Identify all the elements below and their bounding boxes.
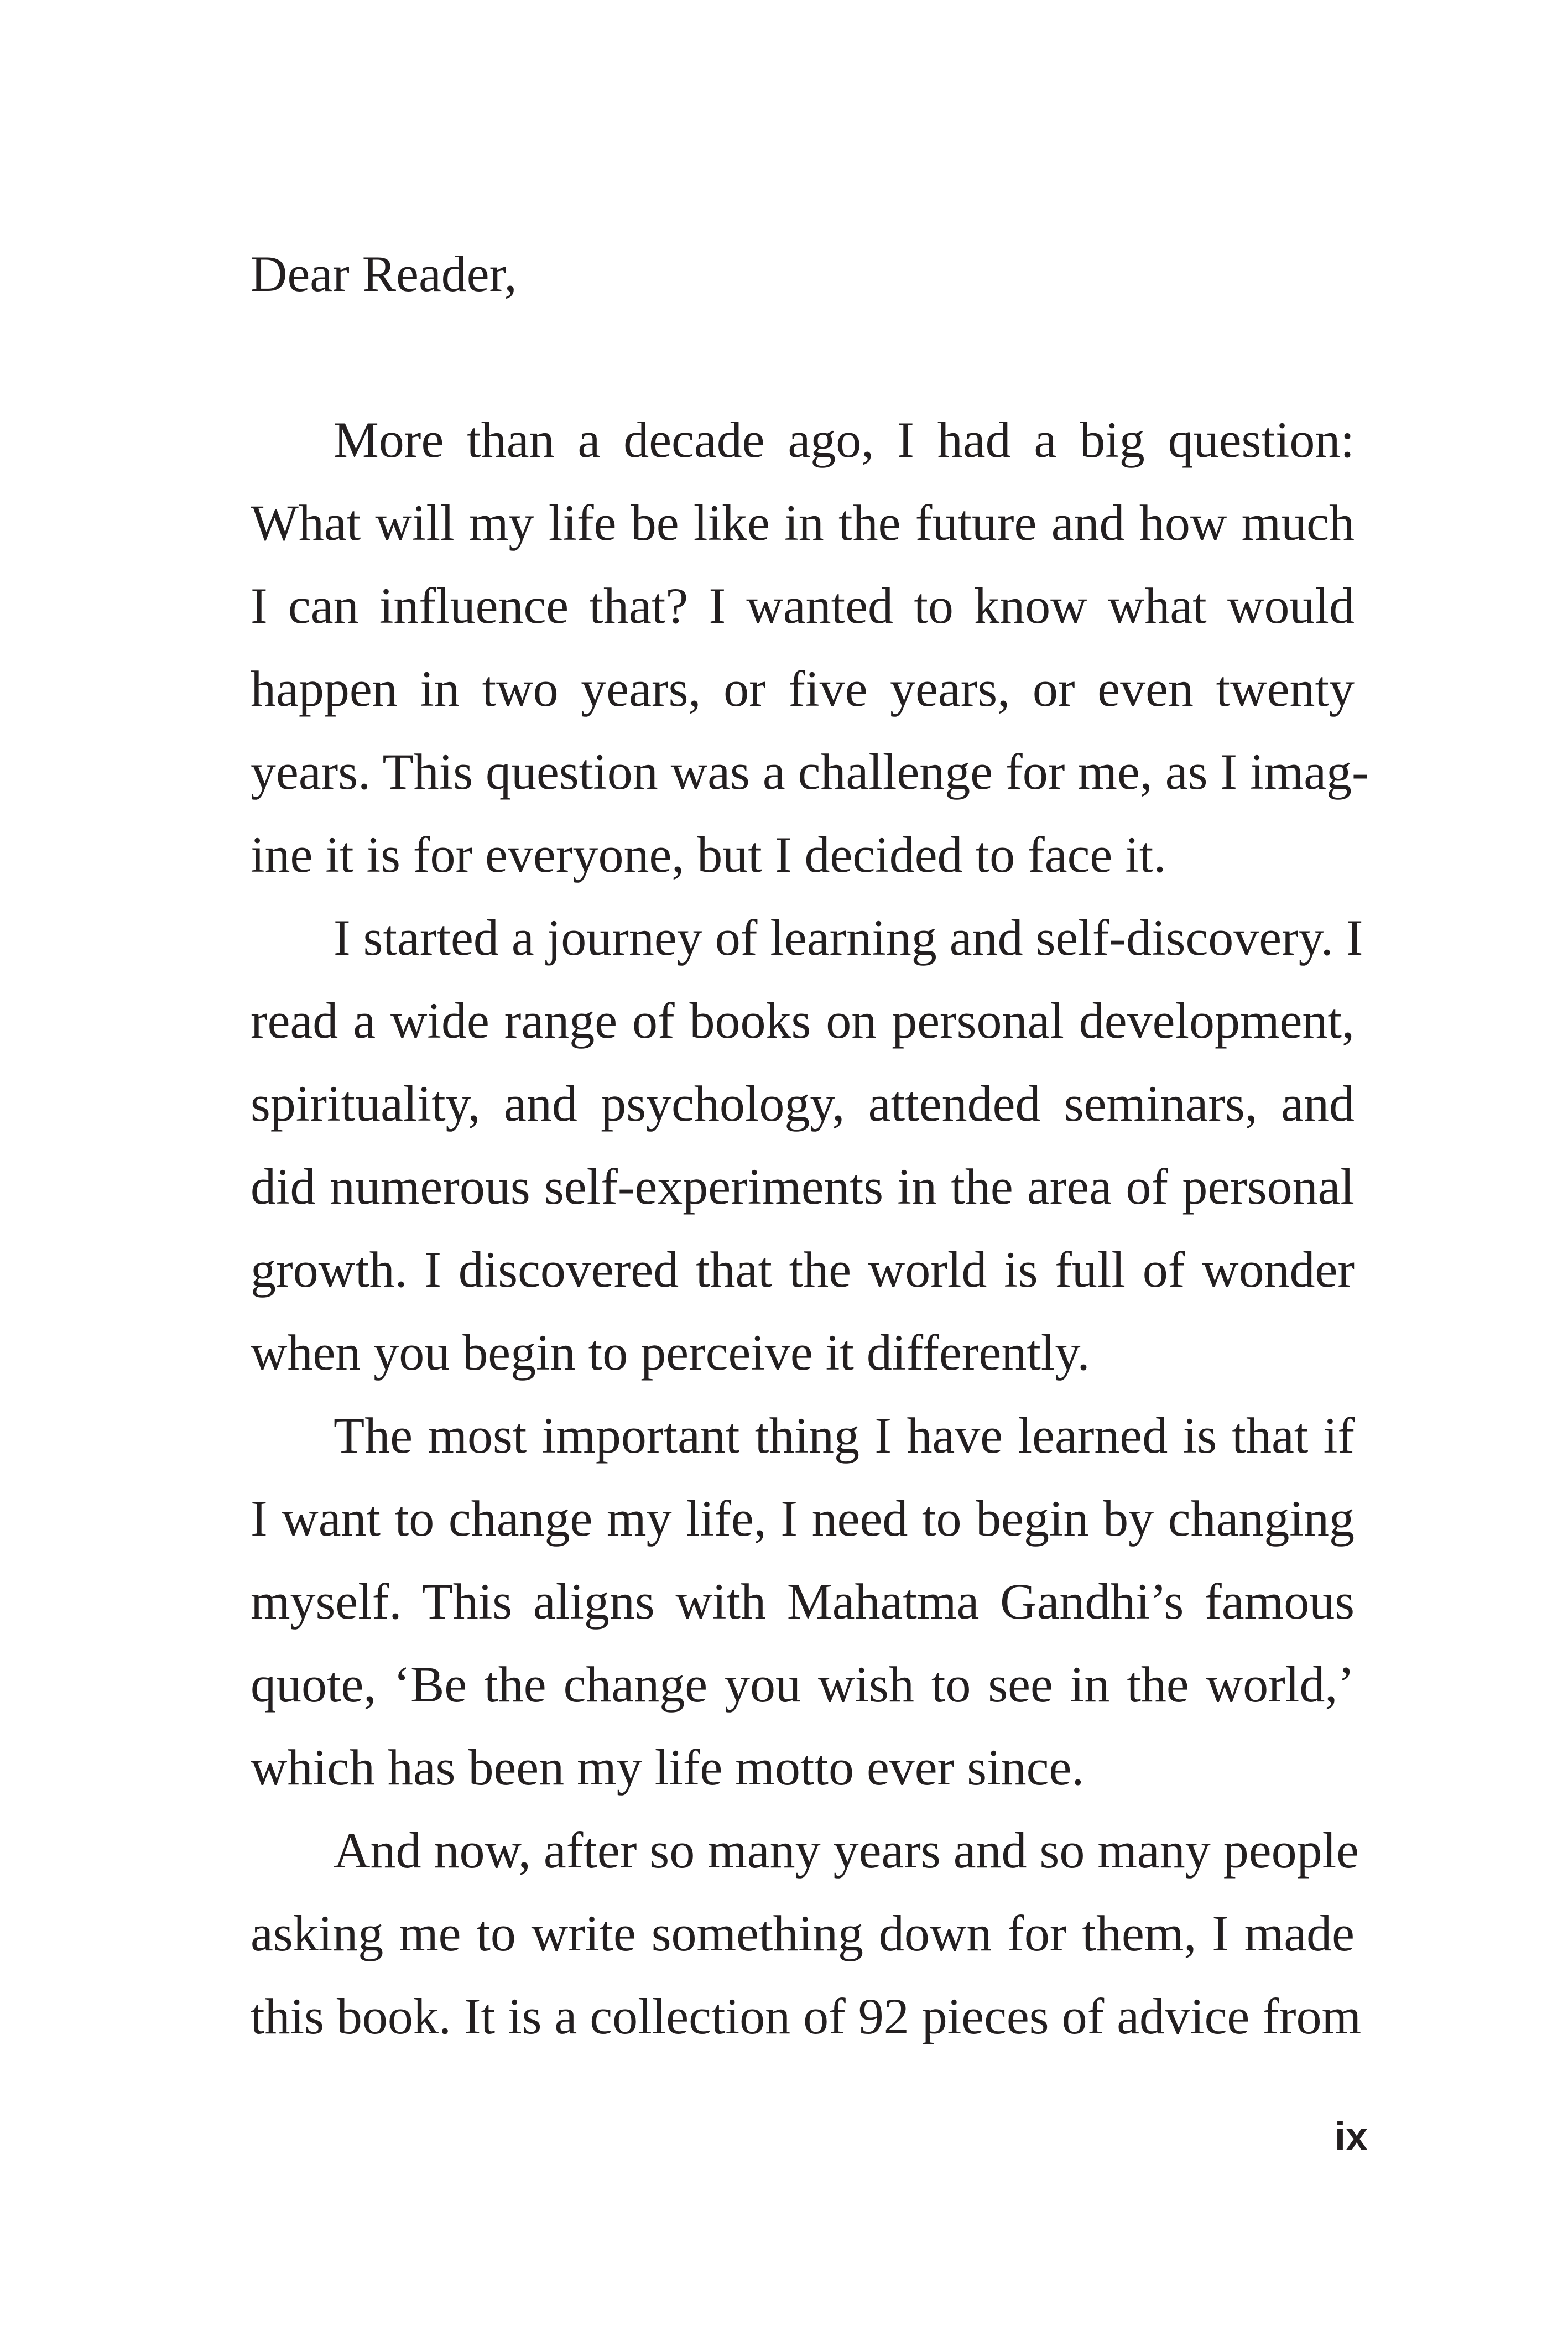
text-line: And now, after so many years and so many people <box>334 1822 1359 1879</box>
text-line: happen in two years, or five years, or even twenty <box>251 660 1355 717</box>
text-line: I started a journey of learning and self-discovery. I <box>334 909 1363 966</box>
paragraph-3 <box>251 1394 1355 1809</box>
salutation: Dear Reader, <box>251 246 517 302</box>
text-line: years. This question was a challenge for me, as I imag- <box>251 743 1369 800</box>
text-line: I want to change my life, I need to begin by changing <box>251 1490 1355 1547</box>
text-line: read a wide range of books on personal development, <box>251 992 1355 1049</box>
letter-body <box>251 232 1369 2058</box>
paragraph-1 <box>251 398 1369 896</box>
text-line: The most important thing I have learned is that if <box>334 1407 1355 1464</box>
text-line: which has been my life motto ever since. <box>251 1739 1085 1796</box>
text-line: growth. I discovered that the world is full of wonder <box>251 1241 1355 1298</box>
text-line: ine it is for everyone, but I decided to face it. <box>251 826 1166 883</box>
text-line: quote, ‘Be the change you wish to see in the world,’ <box>251 1656 1355 1713</box>
text-line: More than a decade ago, I had a big question: <box>334 412 1355 468</box>
text-line: asking me to write something down for them, I made <box>251 1905 1355 1961</box>
text-line: when you begin to perceive it differently. <box>251 1324 1090 1381</box>
text-line: this book. It is a collection of 92 pieces of advice from <box>251 1988 1362 2044</box>
text-line: spirituality, and psychology, attended seminars, and <box>251 1075 1355 1132</box>
page-number: ix <box>1334 2115 1368 2159</box>
paragraph-4 <box>251 1809 1362 2058</box>
paragraph-2 <box>251 896 1363 1394</box>
text-line: did numerous self-experiments in the area of personal <box>251 1158 1355 1215</box>
text-line: myself. This aligns with Mahatma Gandhi’s famous <box>251 1573 1355 1630</box>
text-line: I can influence that? I wanted to know what would <box>251 577 1355 634</box>
text-line: What will my life be like in the future and how much <box>251 495 1355 551</box>
